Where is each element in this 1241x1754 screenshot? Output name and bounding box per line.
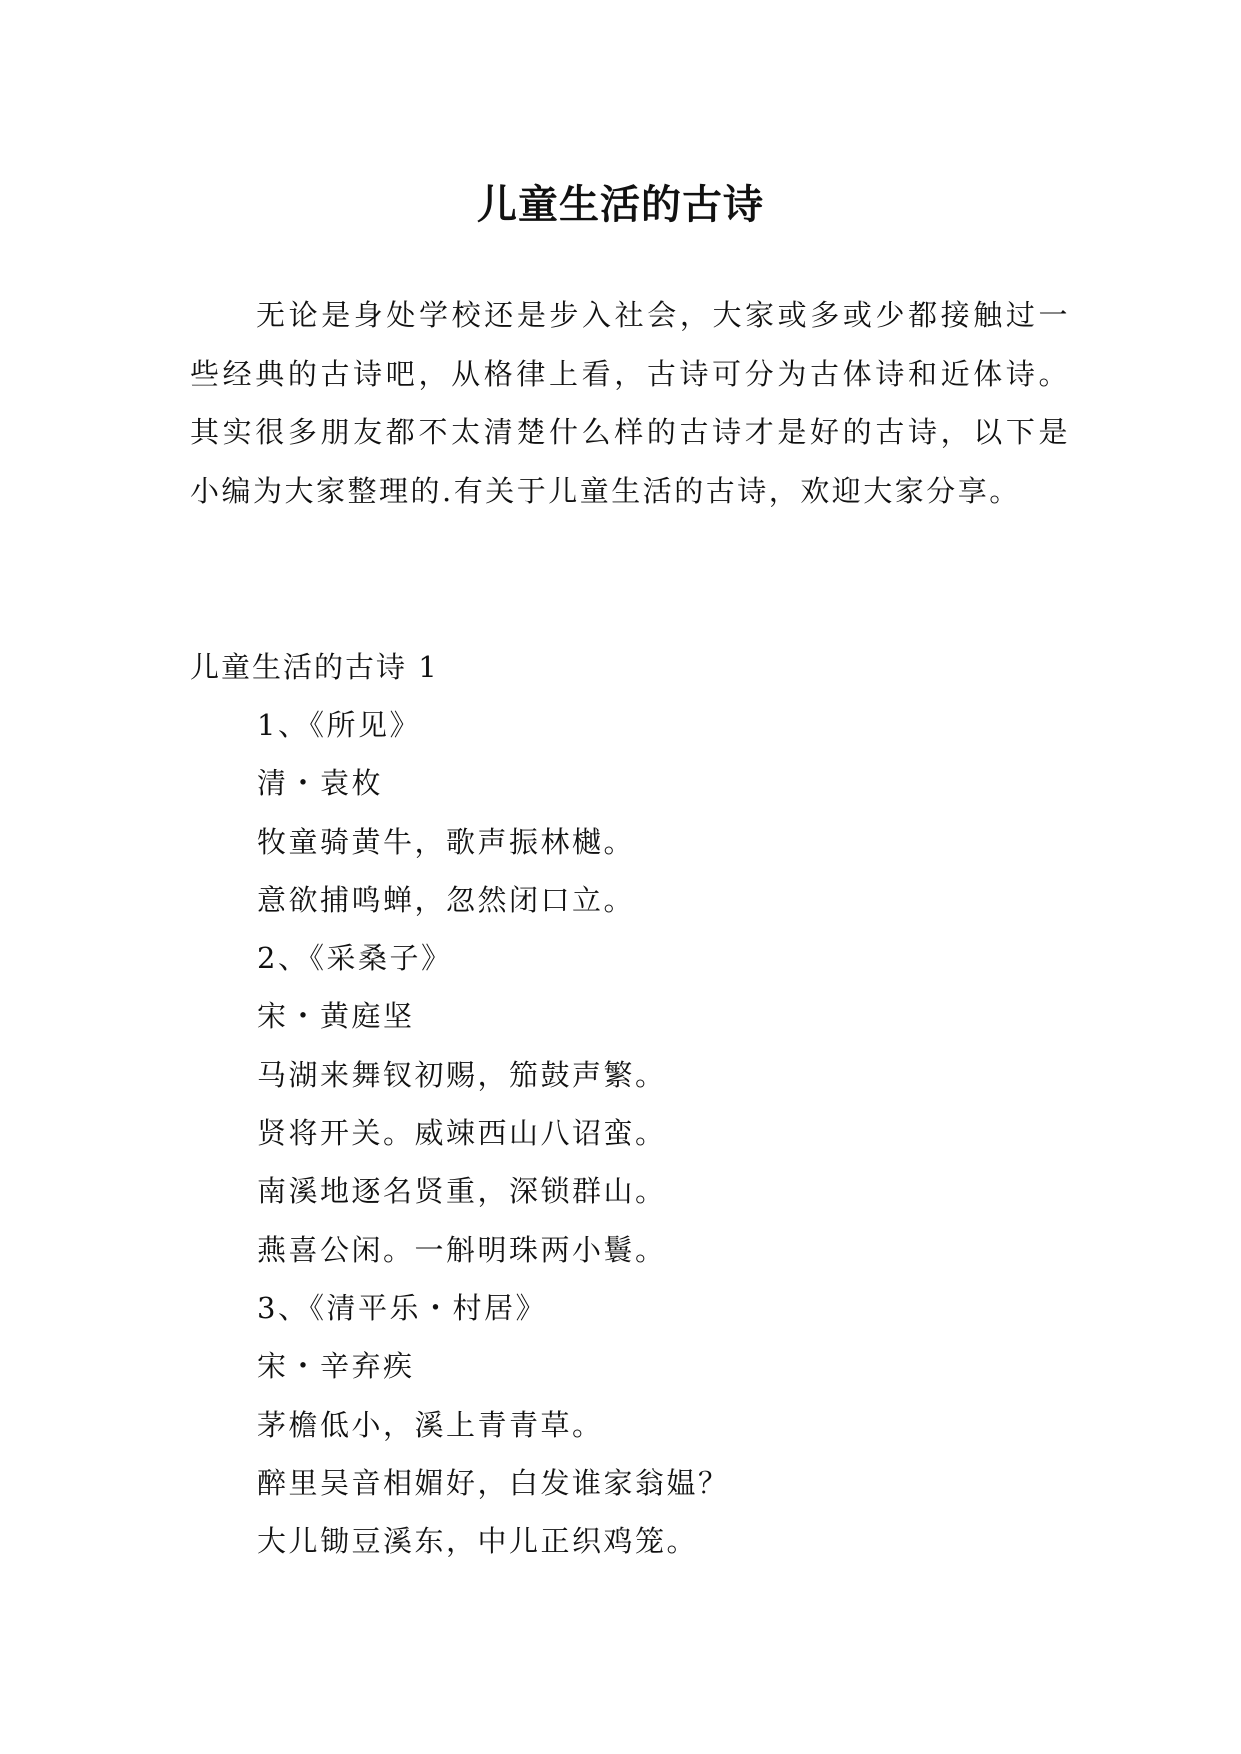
poem-2-line: 燕喜公闲。一斛明珠两小鬟。: [257, 1232, 667, 1267]
poem-1-line: 牧童骑黄牛，歌声振林樾。: [257, 824, 636, 859]
poem-2-line: 南溪地逐名贤重，深锁群山。: [257, 1174, 667, 1209]
poem-3-line: 大儿锄豆溪东，中儿正织鸡笼。: [257, 1524, 699, 1559]
poem-line-list: [257, 696, 730, 1570]
poem-3-line: 醉里吴音相媚好，白发谁家翁媪？: [257, 1465, 730, 1500]
document-title: 儿童生活的古诗: [477, 180, 764, 228]
poem-1-title: 1、《所见》: [257, 708, 421, 742]
poem-1-author: 清・袁枚: [257, 766, 384, 801]
intro-paragraph: 无论是身处学校还是步入社会，大家或多或少都接触过一些经典的古诗吧，从格律上看，古诗可分为古体诗和近体诗。其实很多朋友都不太清楚什么样的古诗才是好的古诗，以下是小编为大家整理的.有关于儿童生活的古诗，欢迎大家分享。: [190, 298, 1070, 508]
poem-2-line: 马湖来舞钗初赐，笳鼓声繁。: [257, 1057, 667, 1092]
poem-2-title: 2、《采桑子》: [257, 941, 453, 976]
poem-2-line: 贤将开关。威竦西山八诏蛮。: [257, 1116, 667, 1151]
poem-1-line: 意欲捕鸣蝉，忽然闭口立。: [257, 882, 636, 917]
poem-3-author: 宋・辛弃疾: [257, 1349, 415, 1384]
section-heading: 儿童生活的古诗 1: [190, 650, 439, 684]
poem-3-line: 茅檐低小，溪上青青草。: [257, 1407, 604, 1442]
poem-3-title: 3、《清平乐・村居》: [257, 1290, 547, 1325]
poem-2-author: 宋・黄庭坚: [257, 999, 415, 1034]
